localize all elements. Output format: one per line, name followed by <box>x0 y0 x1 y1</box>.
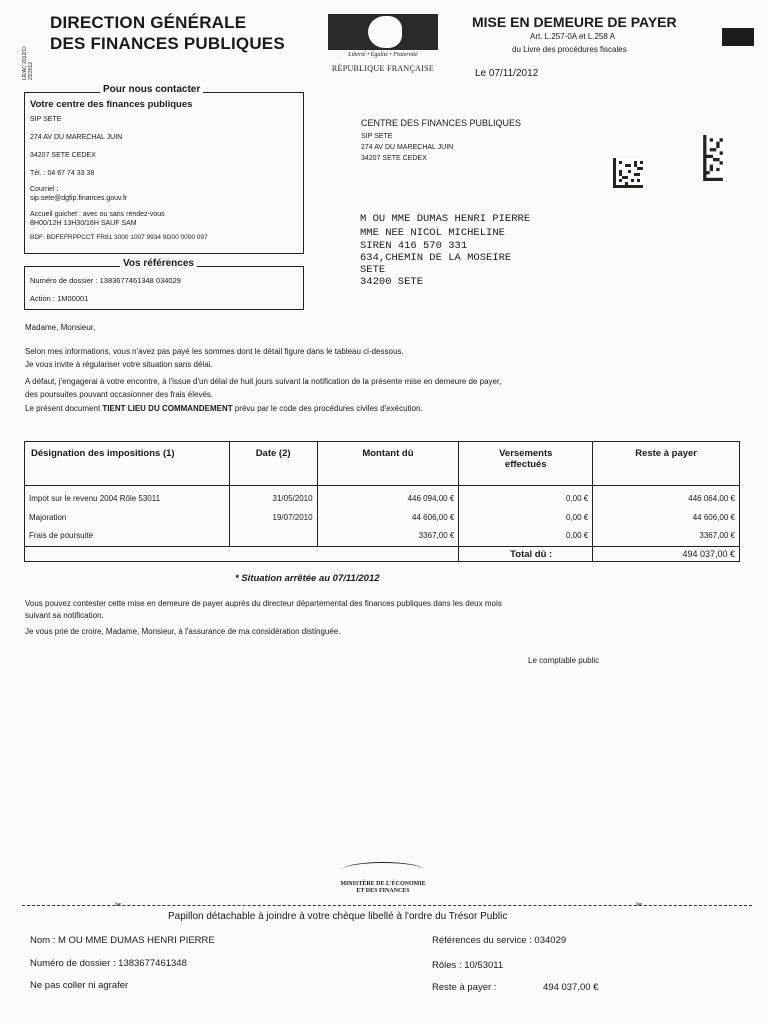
table-cell: 44 606,00 € <box>593 505 740 524</box>
impositions-table <box>24 441 740 562</box>
contact-line: 274 AV DU MARECHAL JUIN <box>30 134 123 141</box>
centre-line: SIP SETE <box>361 133 393 140</box>
situation-note: * Situation arrêtée au 07/11/2012 <box>235 573 380 584</box>
contact-box <box>24 84 304 254</box>
republic-logo <box>328 14 438 76</box>
table-cell: 19/07/2010 <box>229 505 317 524</box>
ministry-line: MINISTÈRE DE L'ÉCONOMIE <box>340 881 426 887</box>
table-cell: 0,00 € <box>459 524 593 547</box>
table-cell: 3367,00 € <box>593 524 740 547</box>
marianne-logo-icon <box>328 14 438 50</box>
ministry-arc-icon <box>343 862 423 877</box>
notice-articles: Art. L.257-0A et L.258 A <box>530 32 615 41</box>
scissors-icon: ✂ <box>115 900 122 909</box>
coupon-reste-value: 494 037,00 € <box>543 982 599 993</box>
contact-heading: Votre centre des finances publiques <box>30 99 193 110</box>
recipient-line: SETE <box>360 264 386 276</box>
contact-line: Accueil guichet : avec ou sans rendez-vous <box>30 211 165 218</box>
signature-label: Le comptable public <box>528 656 600 665</box>
ministry-logo <box>320 862 446 895</box>
total-label: Total dû : <box>459 547 593 562</box>
centre-name: CENTRE DES FINANCES PUBLIQUES <box>361 118 522 128</box>
coupon-note: Ne pas coller ni agrafer <box>30 980 129 991</box>
scissors-icon: ✂ <box>636 900 643 909</box>
table-cell: Majoration <box>25 505 230 524</box>
letter-paragraph: A défaut, j'engagerai à votre encontre, à l'issue d'un délai de huit jours suivant la notification de la présente mise en demeure de payer, <box>25 377 502 386</box>
side-code: LR/AC 2012/CI 23/2012 <box>22 46 34 80</box>
table-cell: 446 094,00 € <box>317 486 459 506</box>
closing-paragraph: Vous pouvez contester cette mise en demeure de payer auprès du directeur départemental des finances publiques dans les deux mois <box>25 599 502 608</box>
references-box <box>24 258 304 310</box>
table-header: Versements effectués <box>459 442 593 486</box>
contact-legend: Pour nous contacter <box>100 84 203 95</box>
table-total-row <box>25 547 740 562</box>
datamatrix-code-icon <box>613 158 643 188</box>
table-row <box>25 486 740 506</box>
table-header: Désignation des impositions (1) <box>25 442 230 486</box>
contact-line: 8H00/12H 13H30/16H SAUF SAM <box>30 220 137 227</box>
reference-action: Action : 1M00001 <box>30 294 89 303</box>
org-title <box>50 12 285 54</box>
logo-republic: RÉPUBLIQUE FRANÇAISE <box>331 64 435 73</box>
coupon-name: Nom : M OU MME DUMAS HENRI PIERRE <box>30 935 215 946</box>
reference-dossier: Numéro de dossier : 1383677461348 034029 <box>30 276 181 285</box>
table-cell: 446 064,00 € <box>593 486 740 506</box>
black-tab-mark <box>722 28 754 46</box>
org-title-line1: DIRECTION GÉNÉRALE <box>50 13 247 32</box>
table-row <box>25 505 740 524</box>
coupon-ref-service: Références du service : 034029 <box>432 935 567 946</box>
table-cell <box>229 524 317 547</box>
letter-paragraph: Le présent document TIENT LIEU DU COMMANDEMENT prévu par le code des procédures civiles d'exécution. <box>25 404 423 413</box>
table-cell: 0,00 € <box>459 505 593 524</box>
table-cell: 31/05/2010 <box>229 486 317 506</box>
recipient-line: M OU MME DUMAS HENRI PIERRE <box>360 213 531 225</box>
coupon-reste-label: Reste à payer : <box>432 982 497 993</box>
contact-line: 34207 SETE CEDEX <box>30 152 96 159</box>
letter-paragraph: Je vous invite à régulariser votre situation sans délai. <box>25 360 213 369</box>
letter-paragraph: Selon mes informations, vous n'avez pas payé les sommes dont le détail figure dans le tableau ci-dessous. <box>25 347 404 356</box>
notice-livre: du Livre des procédures fiscales <box>512 45 627 54</box>
datamatrix-code-icon <box>703 135 723 181</box>
table-cell: Impot sur le revenu 2004 Rôle 53011 <box>25 486 230 506</box>
references-legend: Vos références <box>120 258 197 269</box>
total-value: 494 037,00 € <box>593 547 740 562</box>
closing-paragraph: Je vous prie de croire, Madame, Monsieur, à l'assurance de ma considération distinguée. <box>25 627 341 636</box>
table-header: Montant dû <box>317 442 459 486</box>
recipient-line: MME NEE NICOL MICHELINE <box>360 227 505 239</box>
contact-bank-line: BDF: BDFEFRPPCCT FR81 3000 1007 9934 9G00 0000 097 <box>30 234 208 241</box>
table-cell: 3367,00 € <box>317 524 459 547</box>
recipient-line: 34200 SETE <box>360 276 424 288</box>
notice-title: MISE EN DEMEURE DE PAYER <box>472 14 677 30</box>
table-header: Date (2) <box>229 442 317 486</box>
notice-date: Le 07/11/2012 <box>475 68 539 79</box>
table-cell: 0,00 € <box>459 486 593 506</box>
table-row <box>25 524 740 547</box>
org-title-line2: DES FINANCES PUBLIQUES <box>50 34 285 53</box>
table-cell: 44 606,00 € <box>317 505 459 524</box>
centre-line: 34207 SETE CEDEX <box>361 155 427 162</box>
letter-paragraph: des poursuites pouvant occasionner des frais élevés. <box>25 390 214 399</box>
table-header: Reste à payer <box>593 442 740 486</box>
recipient-line: 634,CHEMIN DE LA MOSEIRE <box>360 252 512 264</box>
contact-line: Courriel : <box>30 186 59 193</box>
contact-email-link[interactable]: sip.sete@dgfip.finances.gouv.fr <box>30 195 128 202</box>
coupon-dossier: Numéro de dossier : 1383677461348 <box>30 958 187 969</box>
table-cell: Frais de poursuite <box>25 524 230 547</box>
coupon-roles: Rôles : 10/53011 <box>432 960 504 971</box>
contact-line: SIP SETE <box>30 116 62 123</box>
salutation: Madame, Monsieur, <box>25 323 96 332</box>
logo-motto: Liberté • Égalité • Fraternité <box>348 52 418 58</box>
ministry-line: ET DES FINANCES <box>356 888 410 894</box>
contact-phone: Tél. : 04 67 74 33 38 <box>30 170 95 177</box>
letter-emphasis: TIENT LIEU DU COMMANDEMENT <box>102 404 233 413</box>
coupon-title: Papillon détachable à joindre à votre chèque libellé à l'ordre du Trésor Public <box>168 911 508 922</box>
centre-line: 274 AV DU MARECHAL JUIN <box>361 144 454 151</box>
closing-paragraph: suivant sa notification. <box>25 611 104 620</box>
recipient-line: SIREN 416 570 331 <box>360 240 468 252</box>
